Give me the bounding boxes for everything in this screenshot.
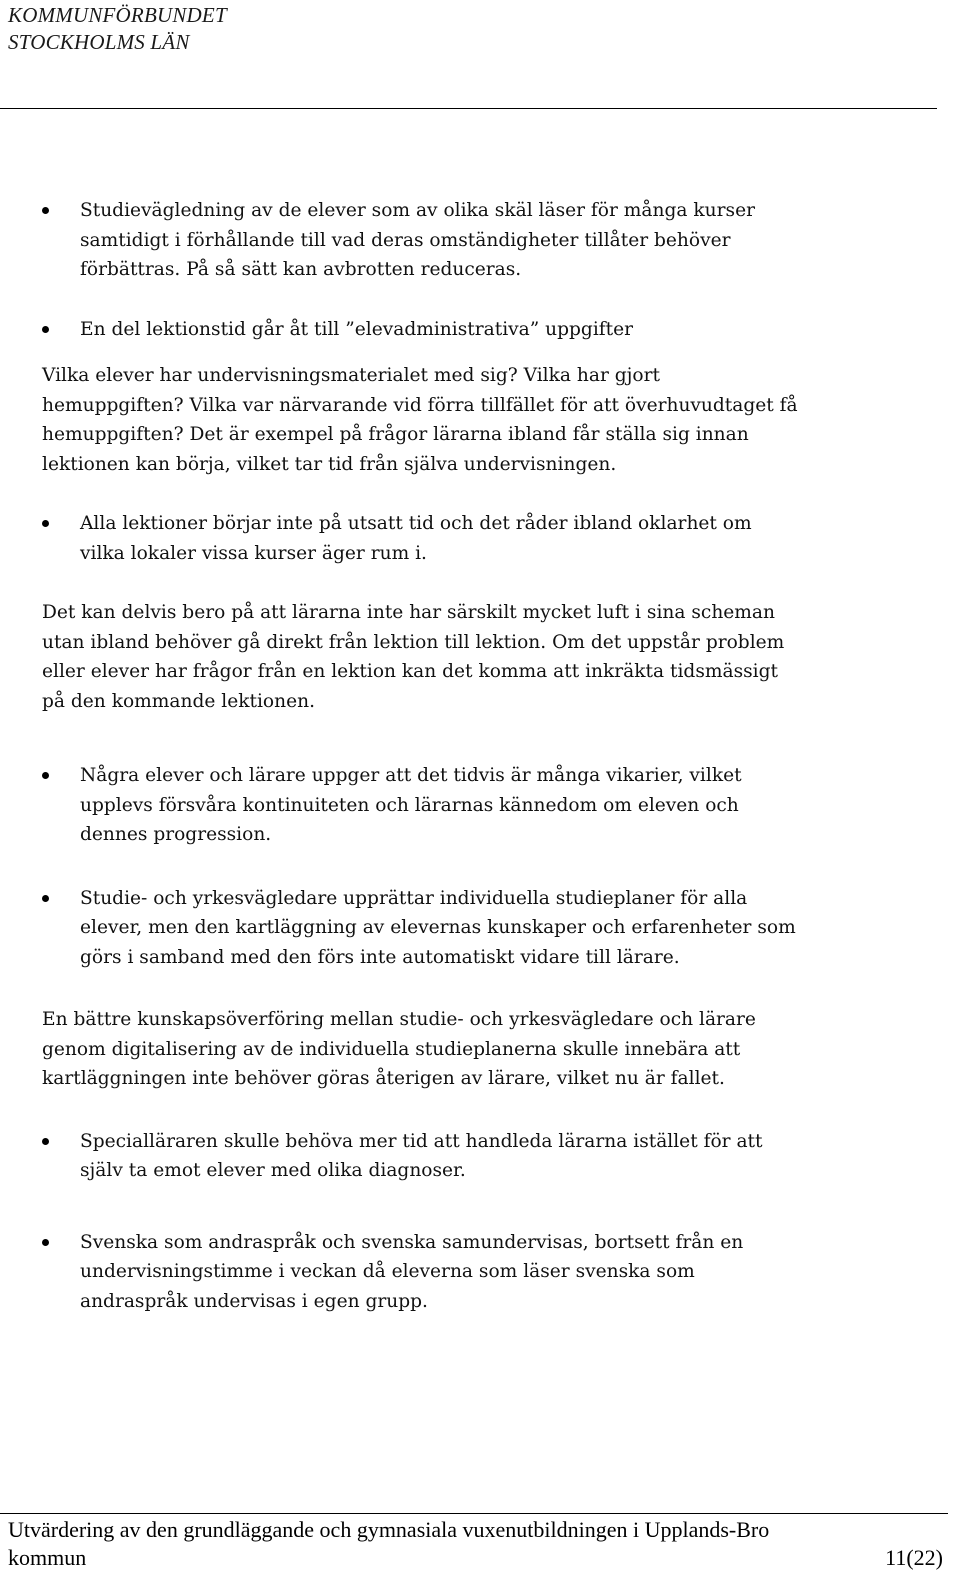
document-footer (8, 1516, 943, 1572)
bullet-item (42, 761, 802, 850)
footer-title-line1: Utvärdering av den grundläggande och gymnasiala vuxenutbildningen i Upplands-Bro (8, 1517, 770, 1542)
footer-title-line2: kommun (8, 1545, 87, 1570)
paragraph: En bättre kunskapsöverföring mellan studie- och yrkesvägledare och lärare genom digitalisering av de individuella studieplanerna skulle innebära att kartläggningen inte behöver göras återigen av lärare, vilket nu är fallet. (42, 1009, 756, 1089)
document-body (42, 196, 802, 1316)
bullet-item (42, 1127, 802, 1186)
bullet-text: Studievägledning av de elever som av olika skäl läser för många kurser samtidigt i förhållande till vad deras omständigheter tillåter behöver förbättras. På så sätt kan avbrotten reduceras. (80, 200, 755, 280)
header-divider (0, 108, 937, 109)
paragraph: Vilka elever har undervisningsmaterialet med sig? Vilka har gjort hemuppgiften? Vilka var närvarande vid förra tillfället för att överhuvudtaget få hemuppgiften? Det är exempel på frågor lärarna ibland får ställa sig innan lektionen kan börja, vilket tar tid från själva undervisningen. (42, 365, 798, 475)
bullet-text: Specialläraren skulle behöva mer tid att handleda lärarna istället för att själv ta emot elever med olika diagnoser. (80, 1130, 763, 1181)
bullet-text: Svenska som andraspråk och svenska samundervisas, bortsett från en undervisningstimme i veckan då eleverna som läser svenska som andraspråk undervisas i egen grupp. (80, 1231, 744, 1312)
bullet-item (42, 196, 802, 285)
page-number: 11(22) (885, 1545, 943, 1570)
paragraph: Det kan delvis bero på att lärarna inte har särskilt mycket luft i sina scheman utan ibland behöver gå direkt från lektion till lektion. Om det uppstår problem eller elever har frågor från en lektion kan det komma att inkräkta tidsmässigt på den kommande lektionen. (42, 602, 785, 712)
bullet-icon (42, 884, 80, 973)
footer-divider (0, 1513, 948, 1514)
bullet-icon (42, 315, 80, 345)
header-org-line1: KOMMUNFÖRBUNDET (8, 3, 227, 27)
document-header (8, 2, 227, 56)
bullet-item (42, 315, 802, 345)
bullet-icon (42, 761, 80, 850)
bullet-text: En del lektionstid går åt till ”elevadministrativa” uppgifter (80, 318, 634, 340)
bullet-item (42, 509, 802, 568)
bullet-icon (42, 1228, 80, 1317)
bullet-text: Alla lektioner börjar inte på utsatt tid och det råder ibland oklarhet om vilka lokaler vissa kurser äger rum i. (80, 513, 752, 564)
bullet-text: Studie- och yrkesvägledare upprättar individuella studieplaner för alla elever, men den kartläggning av elevernas kunskaper och erfarenheter som görs i samband med den förs inte automatiskt vidare till lärare. (80, 887, 796, 968)
bullet-icon (42, 509, 80, 568)
bullet-icon (42, 1127, 80, 1186)
bullet-text: Några elever och lärare uppger att det tidvis är många vikarier, vilket upplevs försvåra kontinuiteten och lärarnas kännedom om eleven och dennes progression. (80, 765, 742, 845)
bullet-icon (42, 196, 80, 285)
bullet-item (42, 884, 802, 973)
bullet-item (42, 1228, 802, 1317)
header-org-line2: STOCKHOLMS LÄN (8, 30, 190, 54)
